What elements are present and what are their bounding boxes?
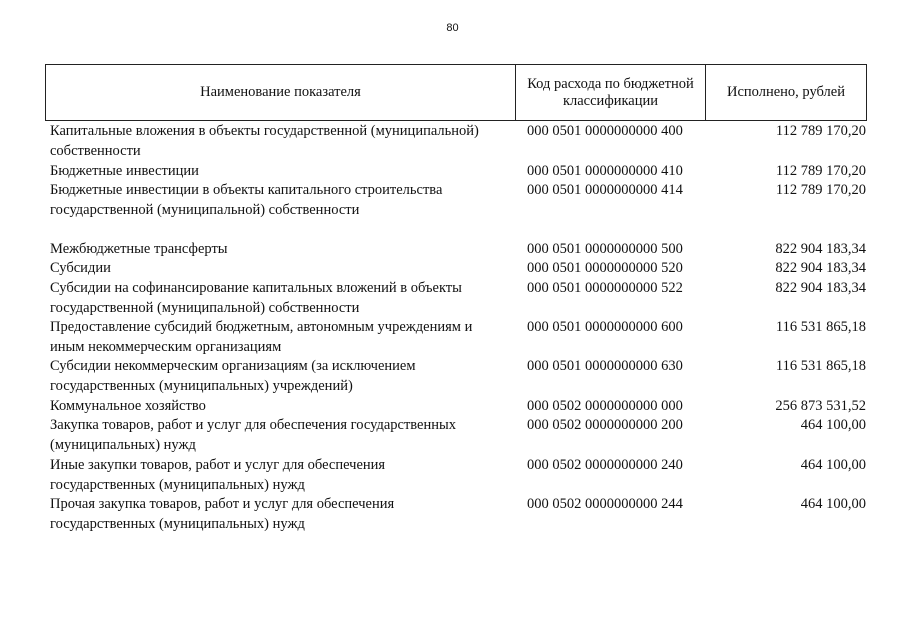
row-code: 000 0501 0000000000 500 xyxy=(527,241,683,257)
row-code: 000 0501 0000000000 414 xyxy=(527,182,683,198)
row-code: 000 0501 0000000000 522 xyxy=(527,280,683,296)
row-amount: 464 100,00 xyxy=(800,496,866,512)
row-amount: 822 904 183,34 xyxy=(775,241,866,257)
row-name: Бюджетные инвестиции в объекты капитального строительства государственной (муниципальной) собственности xyxy=(50,182,443,218)
row-amount: 464 100,00 xyxy=(800,457,866,473)
row-name: Капитальные вложения в объекты государственной (муниципальной) собственности xyxy=(50,123,479,159)
row-name: Бюджетные инвестиции xyxy=(50,163,199,179)
row-amount: 116 531 865,18 xyxy=(775,319,866,335)
row-amount: 464 100,00 xyxy=(800,417,866,433)
row-amount: 112 789 170,20 xyxy=(775,123,866,139)
row-code: 000 0501 0000000000 520 xyxy=(527,260,683,276)
row-name: Субсидии некоммерческим организациям (за исключением государственных (муниципальных) учреждений) xyxy=(50,358,416,394)
row-code: 000 0502 0000000000 200 xyxy=(527,417,683,433)
row-amount: 112 789 170,20 xyxy=(775,182,866,198)
row-name: Субсидии xyxy=(50,260,111,276)
row-code: 000 0502 0000000000 000 xyxy=(527,398,683,414)
row-amount: 256 873 531,52 xyxy=(775,398,866,414)
row-name: Закупка товаров, работ и услуг для обеспечения государственных (муниципальных) нужд xyxy=(50,417,457,453)
header-code: Код расхода по бюджетной классификации xyxy=(515,65,705,120)
row-name: Прочая закупка товаров, работ и услуг для обеспечения государственных (муниципальных) нужд xyxy=(50,496,395,532)
row-amount: 822 904 183,34 xyxy=(775,280,866,296)
row-code: 000 0502 0000000000 240 xyxy=(527,457,683,473)
table-header xyxy=(45,64,867,121)
row-code: 000 0501 0000000000 630 xyxy=(527,358,683,374)
row-code: 000 0501 0000000000 410 xyxy=(527,163,683,179)
row-code: 000 0501 0000000000 400 xyxy=(527,123,683,139)
row-name: Субсидии на софинансирование капитальных вложений в объекты государственной (муниципальной) собственности xyxy=(50,280,462,316)
row-name: Иные закупки товаров, работ и услуг для обеспечения государственных (муниципальных) нужд xyxy=(50,457,386,493)
row-amount: 822 904 183,34 xyxy=(775,260,866,276)
header-amount: Исполнено, рублей xyxy=(705,65,867,120)
row-code: 000 0501 0000000000 600 xyxy=(527,319,683,335)
header-name: Наименование показателя xyxy=(45,65,515,120)
row-name: Коммунальное хозяйство xyxy=(50,398,206,414)
row-amount: 112 789 170,20 xyxy=(775,163,866,179)
row-amount: 116 531 865,18 xyxy=(775,358,866,374)
page-number: 80 xyxy=(446,22,459,34)
row-name: Межбюджетные трансферты xyxy=(50,241,228,257)
row-code: 000 0502 0000000000 244 xyxy=(527,496,683,512)
row-name: Предоставление субсидий бюджетным, автономным учреждениям и иным некоммерческим организациям xyxy=(50,319,473,355)
